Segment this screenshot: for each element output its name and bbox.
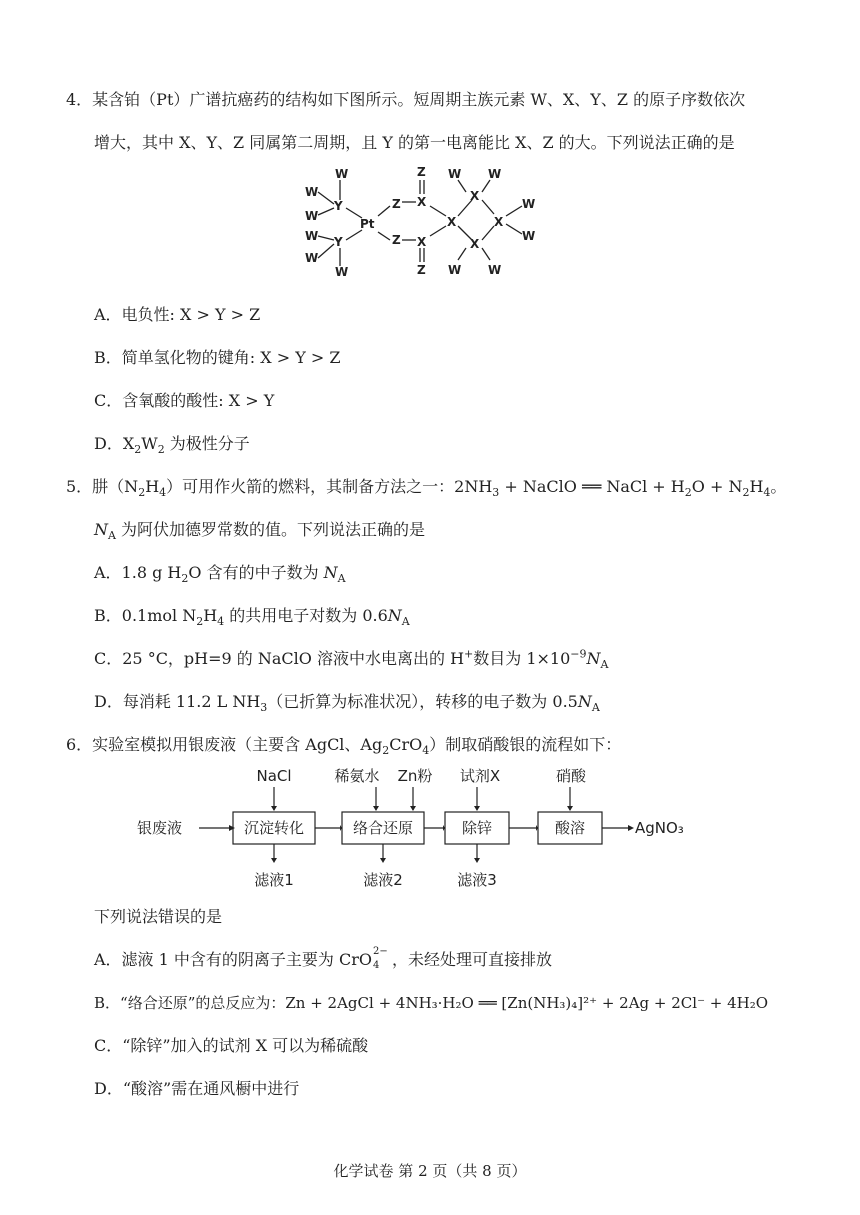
flow-filtrate-1: 滤液1 bbox=[254, 871, 294, 889]
flow-input-reagent-x: 试剂X bbox=[459, 767, 501, 785]
atom-y: Y bbox=[334, 235, 343, 249]
flow-input-nacl: NaCl bbox=[256, 767, 292, 785]
q5-option-c[interactable]: C．25 °C，pH=9 的 NaClO 溶液中水电离出的 H+数目为 $1\times 10^{-9}N_A$ bbox=[94, 647, 609, 672]
flow-input-nitric-acid: 硝酸 bbox=[555, 767, 587, 785]
atom-w: W bbox=[448, 263, 462, 277]
q4-option-b[interactable]: B．简单氢化物的键角: X > Y > Z bbox=[94, 348, 341, 367]
atom-w: W bbox=[305, 229, 319, 243]
q5-option-b[interactable]: B．0.1mol $N_2H_4$ 的共用电子对数为 $0.6N_A$ bbox=[94, 606, 410, 629]
flow-start: 银废液 bbox=[137, 819, 183, 837]
q6-stem: 6．实验室模拟用银废液（主要含 AgCl、$Ag_2CrO_4$）制取硝酸银的流程如下： bbox=[66, 735, 622, 758]
q6-option-c[interactable]: C．“除锌”加入的试剂 X 可以为稀硫酸 bbox=[94, 1036, 369, 1055]
atom-x: X bbox=[470, 237, 480, 251]
q4-option-c[interactable]: C．含氧酸的酸性: X > Y bbox=[94, 391, 275, 410]
atom-w: W bbox=[305, 185, 319, 199]
atom-w: W bbox=[488, 263, 502, 277]
atom-pt: Pt bbox=[360, 217, 375, 231]
q6-flow-diagram bbox=[135, 765, 705, 895]
page-footer: 化学试卷 第 2 页（共 8 页） bbox=[333, 1162, 527, 1180]
q4-stem-line2: 增大，其中 X、Y、Z 同属第二周期，且 Y 的第一电离能比 X、Z 的大。下列说法正确的是 bbox=[94, 133, 735, 152]
q4-stem-line1: 4．某含铂（Pt）广谱抗癌药的结构如下图所示。短周期主族元素 W、X、Y、Z 的原子序数依次 bbox=[66, 90, 746, 109]
atom-z: Z bbox=[417, 165, 426, 179]
flow-filtrate-3: 滤液3 bbox=[457, 871, 497, 889]
atom-w: W bbox=[488, 167, 502, 181]
q5-option-a[interactable]: A．1.8 g $H_2O$ 含有的中子数为 $N_A$ bbox=[94, 563, 346, 586]
q5-stem-line2: $N_A$ 为阿伏加德罗常数的值。下列说法正确的是 bbox=[94, 520, 426, 543]
q5-option-d[interactable]: D．每消耗 11.2 L $NH_3$（已折算为标准状况），转移的电子数为 $0.5N_A$ bbox=[94, 692, 600, 715]
atom-w: W bbox=[305, 251, 319, 265]
q6-prompt: 下列说法错误的是 bbox=[94, 907, 223, 926]
q4-option-a[interactable]: A．电负性: X > Y > Z bbox=[94, 305, 261, 324]
q6-option-d[interactable]: D．“酸溶”需在通风橱中进行 bbox=[94, 1079, 300, 1098]
q5-stem-line1: 5．肼$(N_2H_4)$可用作火箭的燃料，其制备方法之一：$2NH_3$ + NaClO ══ NaCl + $H_2O + N_2H_4$。 bbox=[66, 477, 787, 500]
atom-w: W bbox=[305, 209, 319, 223]
atom-x: X bbox=[470, 189, 480, 203]
flow-input-zn: Zn粉 bbox=[397, 767, 433, 785]
atom-w: W bbox=[335, 265, 349, 279]
q6-option-a[interactable]: A．滤液 1 中含有的阴离子主要为 CrO 2− 4 ，未经处理可直接排放 bbox=[94, 946, 553, 971]
atom-x: X bbox=[417, 235, 427, 249]
flow-step-2: 络合还原 bbox=[352, 819, 414, 837]
atom-z: Z bbox=[392, 233, 401, 247]
q4-option-d[interactable]: D．$X_2W_2$ 为极性分子 bbox=[94, 434, 250, 457]
flow-product: AgNO₃ bbox=[635, 819, 684, 837]
flow-input-ammonia: 稀氨水 bbox=[334, 767, 380, 785]
q6-option-b[interactable]: B．“络合还原”的总反应为：Zn + 2AgCl + 4NH₃·H₂O ══ [Zn(NH₃)₄]²⁺ + 2Ag + 2Cl⁻ + 4H₂O bbox=[94, 994, 769, 1012]
atom-w: W bbox=[448, 167, 462, 181]
atom-x: X bbox=[417, 195, 427, 209]
flow-filtrate-2: 滤液2 bbox=[363, 871, 403, 889]
atom-w: W bbox=[522, 197, 536, 211]
atom-y: Y bbox=[334, 199, 343, 213]
flow-step-4: 酸溶 bbox=[554, 819, 586, 837]
atom-z: Z bbox=[417, 263, 426, 277]
flow-step-1: 沉淀转化 bbox=[243, 819, 305, 837]
atom-z: Z bbox=[392, 197, 401, 211]
atom-w: W bbox=[335, 167, 349, 181]
q4-structure-diagram bbox=[290, 160, 560, 280]
atom-w: W bbox=[522, 229, 536, 243]
atom-x: X bbox=[494, 215, 504, 229]
atom-x: X bbox=[447, 215, 457, 229]
flow-step-3: 除锌 bbox=[461, 819, 493, 837]
